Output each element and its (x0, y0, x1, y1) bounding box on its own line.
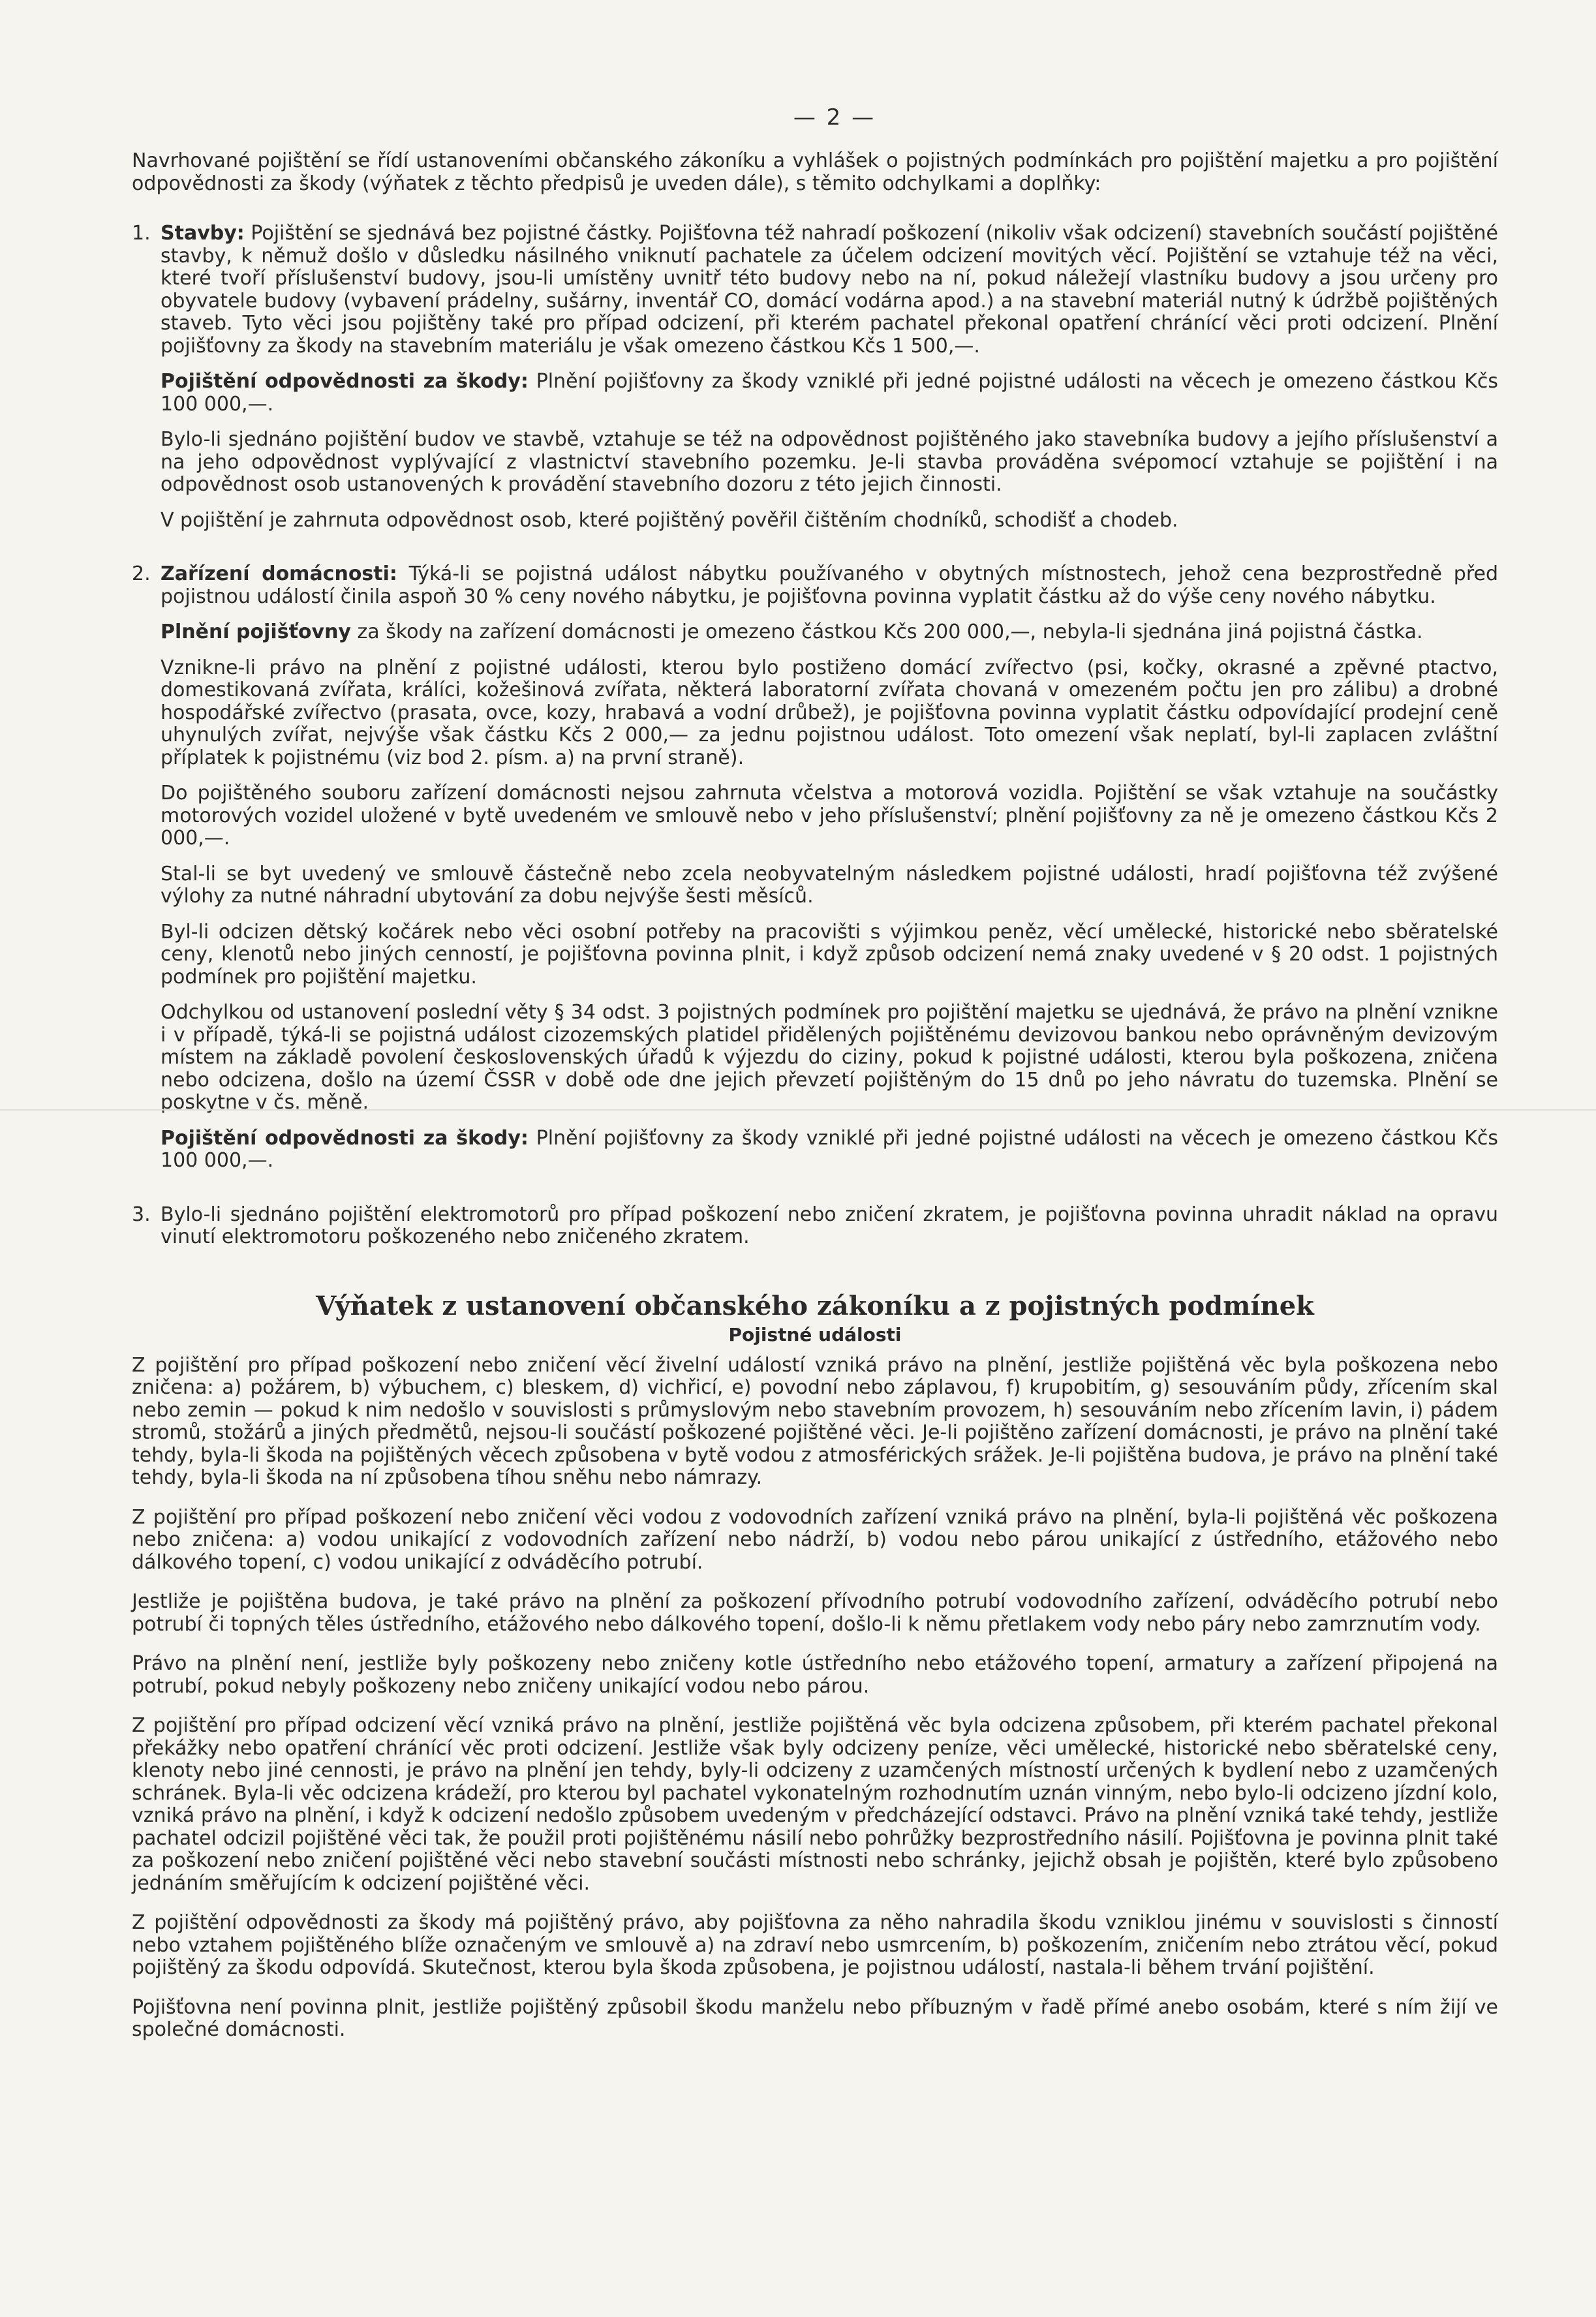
extract-paragraph: Jestliže je pojištěna budova, je také právo na plnění za poškození přívodního potrubí vodovodního zařízení, odváděcího potrubí nebo potrubí či topných těles ústředního, etážového nebo dálkového topení, došlo-li k němu přetlakem vody nebo páry nebo zamrznutím vody. (132, 1590, 1498, 1636)
numbered-item (132, 1204, 1498, 1262)
paragraph-lead: Pojištění odpovědnosti za škody: (161, 370, 529, 393)
paragraph-text: Do pojištěného souboru zařízení domácnosti nejsou zahrnuta včelstva a motorová vozidla. Pojištění se však vztahuje na součástky motorových vozidel uložené v bytě uvedeném ve smlouvě nebo v jeho příslušenství; plnění pojišťovny za ně je omezeno částkou Kčs 2 000,—. (161, 782, 1498, 850)
item-paragraph (161, 621, 1498, 644)
paragraph-text: Odchylkou od ustanovení poslední věty § 34 odst. 3 pojistných podmínek pro pojištění majetku se ujednává, že právo na plnění vznikne i v případě, týká-li se pojistná událost cizozemských platidel přidělených pojištěnému devizovou bankou nebo oprávněným devizovým místem na základě povolení československých úřadů k výjezdu do ciziny, pokud k pojistné události, kterou byla poškozena, zničena nebo odcizena, došlo na území ČSSR v době ode dne jejich převzetí pojištěným do 15 dnů po jeho návratu do tuzemska. Plnění se poskytne v čs. měně. (161, 1001, 1498, 1114)
paragraph-lead: Pojištění odpovědnosti za škody: (161, 1126, 529, 1150)
item-paragraph (161, 429, 1498, 497)
page-number: — 2 — (793, 104, 876, 130)
paragraph-text: Stal-li se byt uvedený ve smlouvě částečně nebo zcela neobyvatelným následkem pojistné události, hradí pojišťovna též zvýšené výlohy za nutné náhradní ubytování za dobu nejvýše šesti měsíců. (161, 862, 1498, 908)
paragraph-text: Pojištění se sjednává bez pojistné částky. Pojišťovna též nahradí poškození (nikoliv však odcizení) stavebních součástí pojištěné stavby, k němuž došlo v důsledku násilného vniknutí pachatele za účelem odcizení movitých věcí. Pojištění se vztahuje též na věci, které tvoří příslušenství budovy, jsou-li umístěny uvnitř této budovy nebo na ní, pokud náležejí vlastníku budovy a jsou určeny pro obyvatele budovy (vybavení prádelny, sušárny, inventář CO, domácí vodárna apod.) a na stavební materiál nutný k údržbě pojištěných staveb. Tyto věci jsou pojištěny také pro případ odcizení, při kterém pachatel překonal opatření chránící věci proti odcizení. Plnění pojišťovny za škody na stavebním materiálu je však omezeno částkou Kčs 1 500,—. (161, 222, 1498, 358)
paragraph-text: V pojištění je zahrnuta odpovědnost osob, které pojištěný pověřil čištěním chodníků, schodišť a chodeb. (161, 508, 1178, 532)
item-body (161, 222, 1498, 545)
extract-paragraph: Pojišťovna není povinna plnit, jestliže pojištěný způsobil škodu manželu nebo příbuzným v řadě přímé anebo osobám, které s ním žijí ve společné domácnosti. (132, 1995, 1498, 2041)
item-paragraph (161, 921, 1498, 989)
item-paragraph (161, 1128, 1498, 1173)
extract-paragraph: Z pojištění pro případ poškození nebo zničení věcí živelní událostí vzniká právo na plnění, jestliže pojištěná věc byla poškozena nebo zničena: a) požárem, b) výbuchem, c) bleskem, d) vichřicí, e) povodní nebo záplavou, f) krupobitím, g) sesouváním půdy, zřícením skal nebo zemin — pokud k nim nedošlo v souvislosti s průmyslovým nebo stavebním provozem, h) sesouváním nebo zřícením lavin, i) pádem stromů, stožárů a jiných předmětů, nejsou-li součástí poškozené pojištěné věci. Je-li pojištěno zařízení domácnosti, je právo na plnění také tehdy, byla-li škoda na pojištěných věcech způsobena v bytě vodou z atmosférických srážek. Je-li pojištěna budova, je právo na plnění také tehdy, byla-li škoda na ní způsobena tíhou sněhu nebo námrazy. (132, 1353, 1498, 1489)
paragraph-text: Bylo-li sjednáno pojištění budov ve stavbě, vztahuje se též na odpovědnost pojištěného jako stavebníka budovy a jejího příslušenství a na jeho odpovědnost vyplývající z vlastnictví stavebního pozemku. Je-li stavba prováděna svépomocí vztahuje se pojištění i na odpovědnost osob ustanovených k provádění stavebního dozoru z této jejich činnosti. (161, 428, 1498, 496)
paragraph-text: Plnění pojišťovny za škody vzniklé při jedné pojistné události na věcech je omezeno částkou Kčs 100 000,—. (161, 370, 1498, 416)
paragraph-text: za škody na zařízení domácnosti je omezeno částkou Kčs 200 000,—, nebyla-li sjednána jiná pojistná částka. (351, 621, 1423, 643)
item-body (161, 563, 1498, 1186)
item-number: 3. (132, 1203, 151, 1226)
paragraph-text: Týká-li se pojistná událost nábytku používaného v obytných místnostech, jehož cena bezprostředně před pojistnou událostí činila aspoň 30 % ceny nového nábytku, je pojišťovna povinna vyplatit částku až do výše ceny nového nábytku. (161, 562, 1498, 608)
paragraph-text: Byl-li odcizen dětský kočárek nebo věci osobní potřeby na pracovišti s výjimkou peněz, věcí umělecké, historické nebo sběratelské ceny, klenotů nebo jiných cenností, je pojišťovna povinna plnit, i když způsob odcizení nemá znaky uvedené v § 20 odst. 1 pojistných podmínek pro pojištění majetku. (161, 920, 1498, 989)
paragraph-lead: Zařízení domácnosti: (161, 562, 397, 585)
item-paragraph (161, 222, 1498, 358)
numbered-items (132, 222, 1498, 1262)
item-paragraph (161, 782, 1498, 850)
intro-paragraph: Navrhované pojištění se řídí ustanoveními občanského zákoníku a vyhlášek o pojistných podmínkách pro pojištění majetku a pro pojištění odpovědnosti za škody (výňatek z těchto předpisů je uveden dále), s těmito odchylkami a doplňky: (132, 149, 1498, 195)
extract-paragraph: Právo na plnění není, jestliže byly poškozeny nebo zničeny kotle ústředního nebo etážového topení, armatury a zařízení připojená na potrubí, pokud nebyly poškozeny nebo zničeny unikající vodou nebo párou. (132, 1652, 1498, 1698)
extract-paragraph: Z pojištění pro případ poškození nebo zničení věci vodou z vodovodních zařízení vzniká právo na plnění, byla-li pojištěná věc poškozena nebo zničena: a) vodou unikající z vodovodních zařízení nebo nádrží, b) vodou nebo párou unikající z ústředního, etážového nebo dálkového topení, c) vodou unikající z odváděcího potrubí. (132, 1505, 1498, 1574)
item-paragraph (161, 371, 1498, 416)
paragraph-text: Vznikne-li právo na plnění z pojistné události, kterou bylo postiženo domácí zvířectvo (psi, kočky, okrasné a zpěvné ptactvo, domestikovaná zvířata, králíci, kožešinová zvířata, některá laboratorní zvířata chovaná v omezeném počtu jen pro zálibu) a drobné hospodářské zvířectvo (prasata, ovce, kozy, hrabavá a vodní drůbež), je pojišťovna povinna vyplatit částku odpovídající prodejní ceně uhynulých zvířat, nejvýše však částku Kčs 2 000,— za jednu pojistnou událost. Toto omezení však neplatí, byl-li zaplacen zvláštní příplatek k pojistnému (viz bod 2. písm. a) na první straně). (161, 656, 1498, 769)
item-paragraph (161, 1002, 1498, 1114)
extract-paragraphs (132, 1355, 1498, 2042)
extract-paragraph: Z pojištění odpovědnosti za škody má pojištěný právo, aby pojišťovna za něho nahradila škodu vzniklou jinému v souvislosti s činností nebo vztahem pojištěného blíže označeným ve smlouvě a) na zdraví nebo usmrcením, b) poškozením, zničením nebo ztrátou věcí, pokud pojištěný za škodu odpovídá. Skutečnost, kterou byla škoda způsobena, je pojistnou událostí, nastala-li během trvání pojištění. (132, 1911, 1498, 1979)
extract-paragraph: Z pojištění pro případ odcizení věcí vzniká právo na plnění, jestliže pojištěná věc byla odcizena způsobem, při kterém pachatel překonal překážky nebo opatření chránící věc proti odcizení. Jestliže však byly odcizeny peníze, věci umělecké, historické nebo sběratelské ceny, klenoty nebo jiné cennosti, je právo na plnění jen tehdy, byly-li odcizeny z uzamčených místností určených k bydlení nebo z uzamčených schránek. Byla-li věc odcizena krádeží, pro kterou byl pachatel vykonatelným rozhodnutím uznán vinným, nebo bylo-li odcizeno jízdní kolo, vzniká právo na plnění, i když k odcizení nedošlo způsobem uvedeným v předcházející odstavci. Právo na plnění vzniká také tehdy, jestliže pachatel odcizil pojištěné věci tak, že použil proti pojištěnému násilí nebo pohrůžky bezprostředního násilí. Pojišťovna je povinna plnit také za poškození nebo zničení pojištěné věci nebo stavební součásti místnosti nebo schránky, jejichž obsah je pojištěn, které bylo způsobeno jednáním směřujícím k odcizení pojištěné věci. (132, 1714, 1498, 1895)
numbered-item (132, 222, 1498, 545)
page-fold-line (0, 1109, 1596, 1111)
item-paragraph (161, 1204, 1498, 1249)
extract-section (132, 1291, 1498, 2042)
item-paragraph (161, 863, 1498, 908)
extract-title: Výňatek z ustanovení občanského zákoníku a z pojistných podmínek (316, 1290, 1314, 1321)
item-number: 1. (132, 222, 151, 245)
paragraph-text: Bylo-li sjednáno pojištění elektromotorů pro případ poškození nebo zničení zkratem, je pojišťovna povinna uhradit náklad na opravu vinutí elektromotoru poškozeného nebo zničeného zkratem. (161, 1203, 1498, 1248)
item-paragraph (161, 657, 1498, 770)
item-paragraph (161, 510, 1498, 532)
paragraph-lead: Stavby: (161, 222, 245, 245)
numbered-item (132, 563, 1498, 1186)
extract-subtitle: Pojistné události (728, 1323, 902, 1345)
paragraph-lead: Plnění pojišťovny (161, 621, 351, 643)
item-number: 2. (132, 562, 151, 585)
item-body (161, 1204, 1498, 1262)
item-paragraph (161, 563, 1498, 608)
paragraph-text: Plnění pojišťovny za škody vzniklé při jedné pojistné události na věcech je omezeno částkou Kčs 100 000,—. (161, 1126, 1498, 1172)
